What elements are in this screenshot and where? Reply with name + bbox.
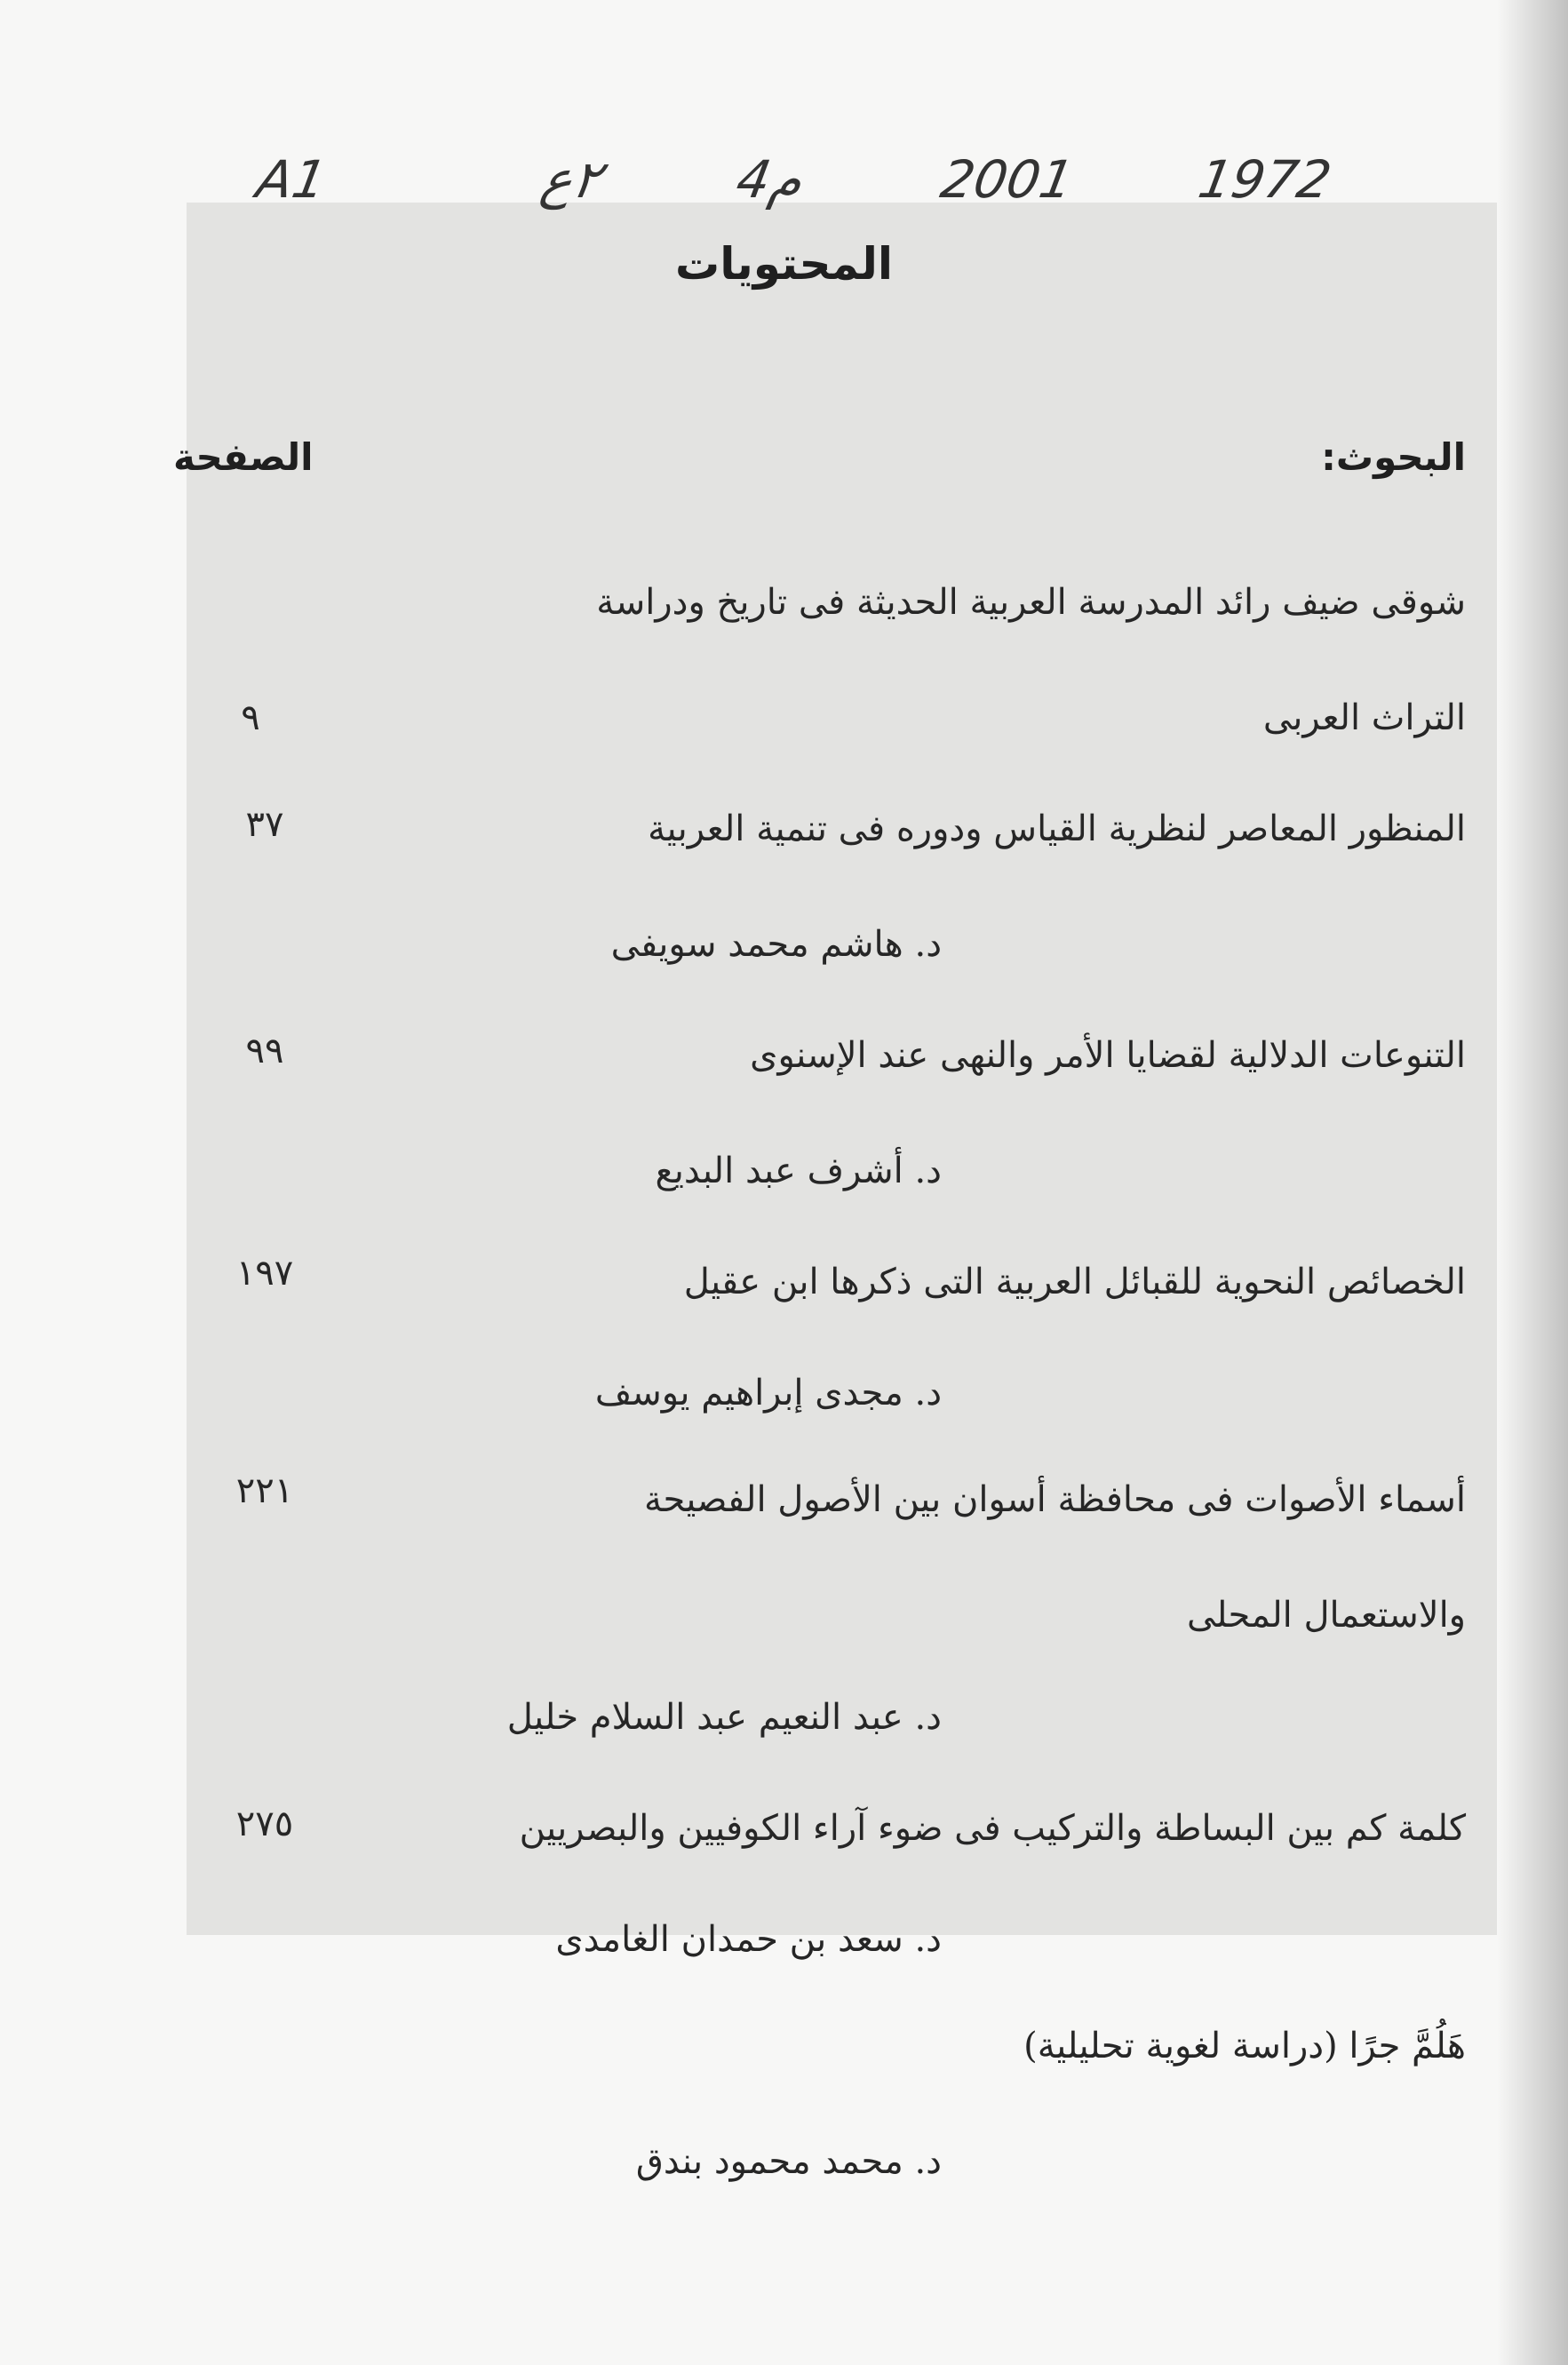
entry-title-line: شوقى ضيف رائد المدرسة العربية الحديثة فى تاريخ ودراسة xyxy=(596,582,1466,623)
entry-title-line: الخصائص النحوية للقبائل العربية التى ذكرها ابن عقيل xyxy=(683,1262,1466,1302)
page-edge-shadow xyxy=(1497,0,1568,2365)
entry-author: د. هاشم محمد سويفى xyxy=(610,924,942,965)
entry-author: د. سعد بن حمدان الغامدى xyxy=(555,1919,942,1960)
entry-title-line: والاستعمال المحلى xyxy=(1186,1595,1466,1636)
entry-page-number: ٩٩ xyxy=(245,1031,284,1071)
entry-title-line: التنوعات الدلالية لقضايا الأمر والنهى عند الإسنوى xyxy=(750,1035,1466,1076)
entry-title-line: التراث العربى xyxy=(1262,697,1466,738)
handwritten-note: م4 xyxy=(732,149,808,210)
entry-page-number: ٩ xyxy=(241,697,260,738)
entry-page-number: ٢٢١ xyxy=(235,1470,294,1511)
page-column-label: الصفحة xyxy=(173,435,314,479)
entry-page-number: ١٩٧ xyxy=(235,1253,294,1294)
entry-title-line: هَلُمَّ جرًا (دراسة لغوية تحليلية) xyxy=(1023,2026,1466,2066)
handwritten-note: ٢ع xyxy=(537,149,606,210)
entry-author: د. محمد محمود بندق xyxy=(635,2141,942,2182)
entry-title-line: المنظور المعاصر لنظرية القياس ودوره فى تنمية العربية xyxy=(648,808,1466,849)
page-title: المحتويات xyxy=(674,238,894,290)
entry-title-line: كلمة كم بين البساطة والتركيب فى ضوء آراء الكوفيين والبصريين xyxy=(519,1808,1466,1849)
entry-author: د. عبد النعيم عبد السلام خليل xyxy=(506,1697,942,1738)
entry-author: د. مجدى إبراهيم يوسف xyxy=(594,1373,942,1413)
section-label: البحوث: xyxy=(1321,435,1466,479)
handwritten-note: 2001 xyxy=(936,149,1078,210)
entry-page-number: ٢٧٥ xyxy=(235,1804,294,1844)
handwritten-note: 1972 xyxy=(1194,149,1336,210)
handwritten-notes xyxy=(0,149,1568,229)
entry-page-number: ٣٧ xyxy=(245,804,284,845)
handwritten-note: A1 xyxy=(252,149,331,210)
entry-author: د. أشرف عبد البديع xyxy=(655,1151,942,1191)
entry-title-line: أسماء الأصوات فى محافظة أسوان بين الأصول الفصيحة xyxy=(644,1479,1466,1520)
